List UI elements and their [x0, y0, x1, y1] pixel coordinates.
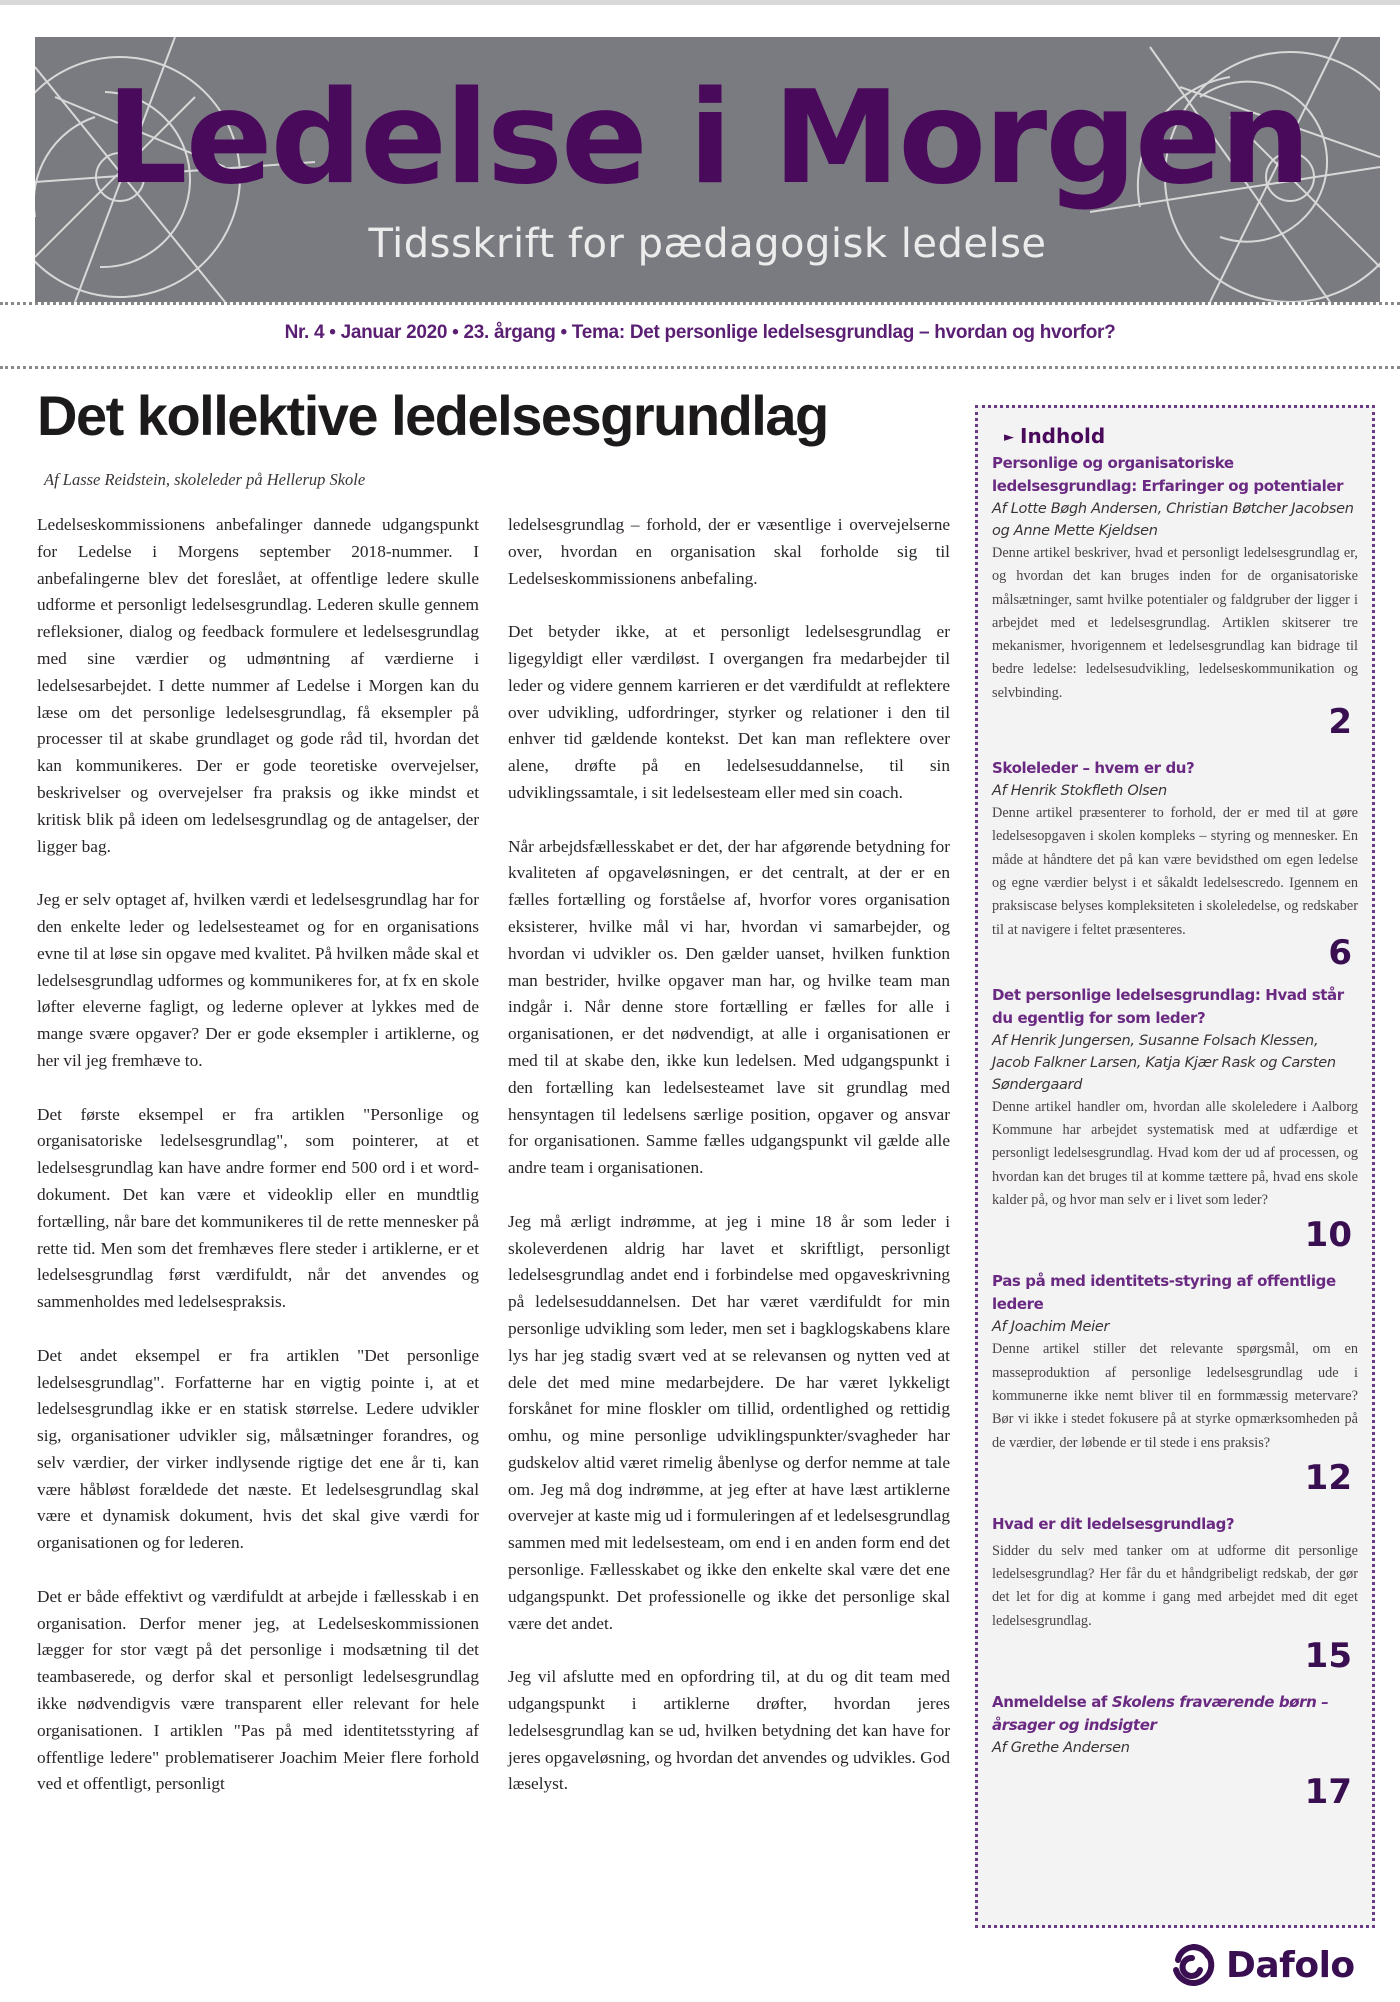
paragraph: Ledelseskommissionens anbefalinger dannede udgangspunkt for Ledelse i Morgens september 2018-nummer. I anbefalingerne blev det foreslået, at offentlige ledere skulle udforme et personligt ledelsesgrundlag. Lederen skulle gennem refleksioner, dialog og feedback formulere et ledelsesgrundlag med sine værdier og udmøntning af værdierne i ledelsesarbejdet. I dette nummer af Ledelse i Morgen kan du læse om det personlige ledelsesgrundlag, få eksempler på processer til at skabe grundlaget og gode råd til, hvordan det kan kommunikeres. Der er gode teoretiske overvejelser, beskrivelser og overvejelser fra praksis og ikke mindst et kritisk blik på ideen om ledelsesgrundlag og de antagelser, der ligger bag.	[37, 515, 479, 856]
toc-entry-title: Skoleleder – hvem er du?	[992, 759, 1195, 778]
paragraph: Jeg er selv optaget af, hvilken værdi et ledelsesgrundlag har for den enkelte leder og ledelsesteamet og for en organisations evne til at løse sin opgave med kvalitet. På hvilken måde skal et ledelsesgrundlag udformes og kommunikeres for, at fx en skole løfter eleverne fagligt, og lederne oplever at lykkes med de mange svære opgaver? Der er gode eksempler i artiklerne, og her vil jeg fremhæve to.	[37, 890, 479, 1070]
toc-entry-description: Sidder du selv med tanker om at udforme dit personlige ledelsesgrundlag? Her får du et håndgribeligt redskab, der gør det let for dig at komme i gang med arbejdet med dit eget ledelsesgrundlag.	[992, 1542, 1358, 1629]
toc-entry-page: 2	[1328, 702, 1352, 743]
magazine-subtitle: Tidsskrift for pædagogisk ledelse	[368, 221, 1047, 267]
toc-entry-title: Hvad er dit ledelsesgrundlag?	[992, 1514, 1235, 1533]
masthead	[35, 37, 1380, 302]
article-byline: Af Lasse Reidstein, skoleleder på Hellerup Skole	[44, 470, 366, 489]
toc-entry-author: Af Joachim Meier	[992, 1319, 1110, 1336]
toc-entry-title: Pas på med identitets-styring af offentlige ledere	[992, 1272, 1336, 1314]
toc-entry-author: Af Lotte Bøgh Andersen, Christian Bøtcher Jacobsen og Anne Mette Kjeldsen	[992, 501, 1354, 539]
toc-entry[interactable]	[992, 452, 1358, 743]
publisher-name: Dafolo	[1226, 1944, 1355, 1986]
paragraph: Det betyder ikke, at et personligt ledelsesgrundlag er ligegyldigt eller værdiløst. I overgangen fra medarbejder til leder og videre gennem karrieren er det værdifuldt at reflektere over udvikling, udfordringer, styrker og relationer i den til enhver tid gældende kontekst. Det kan man reflektere over alene, drøfte på en ledelsesuddannelse, til sin udviklingssamtale, i sit ledelsesteam eller med sin coach.	[508, 622, 950, 802]
dafolo-swirl-icon	[1170, 1942, 1216, 1988]
toc-entry-page: 17	[1304, 1772, 1352, 1813]
issue-info: Nr. 4 • Januar 2020 • 23. årgang • Tema: Det personlige ledelsesgrundlag – hvordan og hvorfor?	[284, 322, 1116, 343]
publisher-logo[interactable]	[1170, 1940, 1355, 1990]
triangle-right-icon: ►	[1004, 430, 1014, 445]
paragraph: Det er både effektivt og værdifuldt at arbejde i fællesskab i en organisation. Derfor mener jeg, at Ledelseskommissionen lægger for stor vægt på det personlige i modsætning til det teambaserede, og derfor skal et personligt ledelsesgrundlag ikke nødvendigvis være transparent eller relevant for hele organisationen. I artiklen "Pas på med identitetsstyring af offentlige ledere" problematiserer Joachim Meier flere forhold ved et offentligt, personligt	[37, 1586, 479, 1794]
toc-entry[interactable]	[992, 1270, 1358, 1498]
toc-entry-title-prefix: Anmeldelse af	[992, 1693, 1112, 1712]
toc-entry[interactable]	[992, 984, 1358, 1256]
toc-entry-page: 15	[1304, 1636, 1352, 1677]
toc-entry-description: Denne artikel stiller det relevante spørgsmål, om en masseproduktion af personlige ledelsesgrundlag ude i kommunerne ikke nemt bliver til en formmæssig metervare? Bør vi ikke i stedet fokusere på at styrke opmærksomheden på de værdier, der løbende er til stede i ens praksis?	[992, 1341, 1358, 1451]
top-border	[0, 0, 1400, 5]
divider	[0, 366, 1400, 369]
divider	[0, 302, 1400, 305]
toc-entry[interactable]	[992, 757, 1358, 973]
toc-entry-description: Denne artikel beskriver, hvad et personligt ledelsesgrundlag er, og hvordan det kan bruges inden for de organisatoriske målsætninger, samt hvilke potentialer og faldgruber der ligger i arbejdet med et ledelsesgrundlag. Artiklen skitserer tre mekanismer, hvorigennem et ledelsesgrundlag kan bidrage til bedre ledelse: ledelsesudvikling, ledelseskommunikation og selvbinding.	[992, 545, 1358, 701]
toc-entry-page: 10	[1304, 1215, 1352, 1256]
toc-entry-author: Af Henrik Jungersen, Susanne Folsach Klessen, Jacob Falkner Larsen, Katja Kjær Rask og Carsten Søndergaard	[992, 1032, 1336, 1093]
toc-entry-title	[992, 1691, 1358, 1737]
table-of-contents	[975, 405, 1375, 1928]
paragraph: Det første eksempel er fra artiklen "Personlige og organisatoriske ledelsesgrundlag", som pointerer, at et ledelsesgrundlag kan have andre former end 500 ord i et word-dokument. Det kan være et videoklip eller en mundtlig fortælling, når bare det kommunikeres til de rette mennesker på rette tid. Men som det fremhæves flere steder i artiklerne, er et ledelsesgrundlag først værdifuldt, når det anvendes og sammenholdes med ledelsespraksis.	[37, 1104, 479, 1312]
paragraph: ledelsesgrundlag – forhold, der er væsentlige i overvejelserne over, hvordan en organisation skal forholde sig til Ledelseskommissionens anbefaling.	[508, 515, 950, 588]
toc-entry-title: Personlige og organisatoriske ledelsesgrundlag: Erfaringer og potentialer	[992, 454, 1344, 495]
paragraph: Jeg vil afslutte med en opfordring til, at du og dit team med udgangspunkt i artiklerne drøfter, hvordan jeres ledelsesgrundlag kan se ud, hvilken betydning det kan have for jeres opgaveløsning, og hvordan det anvendes og udvikles. God læselyst.	[508, 1667, 950, 1794]
paragraph: Jeg må ærligt indrømme, at jeg i mine 18 år som leder i skoleverdenen aldrig har lavet et skriftligt, personligt ledelsesgrundlag andet end i forbindelse med opgaveskrivning på ledelsesuddannelsen. Det har været værdifuldt for min personlige udvikling som leder, men set i bagklogskabens klare lys har jeg stadig svært ved at se relevansen og nytten ved at dele det med mine medarbejdere. De har været lykkeligt forskånet for mine floskler om tillid, ordentlighed og rettidig omhu, og mine personlige udviklingspunkter/svagheder har gudskelov altid været rimelig åbenlyse og derfor nemme at tale om. Jeg må dog indrømme, at jeg efter at have læst artiklerne overvejer at kaste mig ud i formuleringen af et ledelsesgrundlag sammen med mit ledelsesteam, om end i en anden form end det personlige. Fællesskabet og ikke den enkelte skal være det ene udgangspunkt. Det professionelle og ikke det personlige skal være det andet.	[508, 1211, 950, 1633]
toc-entry-page: 12	[1304, 1457, 1352, 1498]
article-title: Det kollektive ledelsesgrundlag	[37, 384, 828, 447]
toc-entry-title: Det personlige ledelsesgrundlag: Hvad står du egentlig for som leder?	[992, 985, 1344, 1027]
toc-heading-label: Indhold	[1020, 424, 1106, 448]
paragraph: Det andet eksempel er fra artiklen "Det personlige ledelsesgrundlag". Forfatterne har en vigtig pointe i, at et ledelsesgrundlag ikke er en statisk størrelse. Ledere udvikler sig, organisationer udvikler sig, målsætninger forandres, og selv værdier, der virker indlysende rigtige det ene år ti, kan være håbløst forældede det næste. Et ledelsesgrundlag skal være et dynamisk dokument, hvis det skal give værdi for organisationen og for lederen.	[37, 1345, 479, 1553]
toc-entry[interactable]	[992, 1513, 1358, 1677]
toc-entry-page: 6	[1328, 932, 1352, 973]
toc-heading	[1004, 424, 1358, 448]
toc-entry-author: Af Henrik Stokfleth Olsen	[992, 783, 1167, 800]
toc-entry-description: Denne artikel handler om, hvordan alle skoleledere i Aalborg Kommune har arbejdet systematisk med at udfærdige et personligt ledelsesgrundlag. Hvad kom der ud af processen, og hvordan kan det bruges til at komme tættere på, hvad ens skole kalder på, og hvor man selv er i livet som leder?	[992, 1098, 1358, 1209]
paragraph: Når arbejdsfællesskabet er det, der har afgørende betydning for kvaliteten af opgaveløsningen, er det centralt, at der er en fælles fortælling og forståelse af, hvorfor vores organisation eksisterer, hvilke mål vi har, hvordan vi samarbejder, og hvordan vi udvikler os. Den gælder uanset, hvilken funktion man bestrider, hvilke opgaver man har, og hvilke team man indgår i. Når denne store fortælling er fælles for alle i organisationen, er det nødvendigt, at alle i organisationen er med til at skabe den, ikke kun ledelsen. Med udgangspunkt i den fortælling kan ledelsesteamet lave sit grundlag med hensyntagen til ledelsens særlige position, opgaver og ansvar for organisationen. Samme fælles udgangspunkt vil gælde alle andre team i organisationen.	[508, 836, 950, 1178]
toc-entry-title-book: Skolens fraværende børn – årsager og indsigter	[992, 1693, 1329, 1735]
article-column-1	[37, 512, 479, 1825]
toc-entry-description: Denne artikel præsenterer to forhold, der er med til at gøre ledelsesopgaven i skolen kompleks – styring og mennesker. En måde at håndtere det på kan være bevidsthed om egen ledelse og egne værdier belyst i et såkaldt ledelsescredo. Igennem en praksiscase belyses kompleksiteten i skoleledelse, og redskaber til at navigere i feltet præsenteres.	[992, 805, 1358, 938]
toc-entry-author: Af Grethe Andersen	[992, 1740, 1130, 1757]
magazine-title: Ledelse i Morgen	[106, 64, 1309, 213]
toc-entry[interactable]	[992, 1691, 1358, 1813]
article-column-2	[508, 512, 950, 1825]
